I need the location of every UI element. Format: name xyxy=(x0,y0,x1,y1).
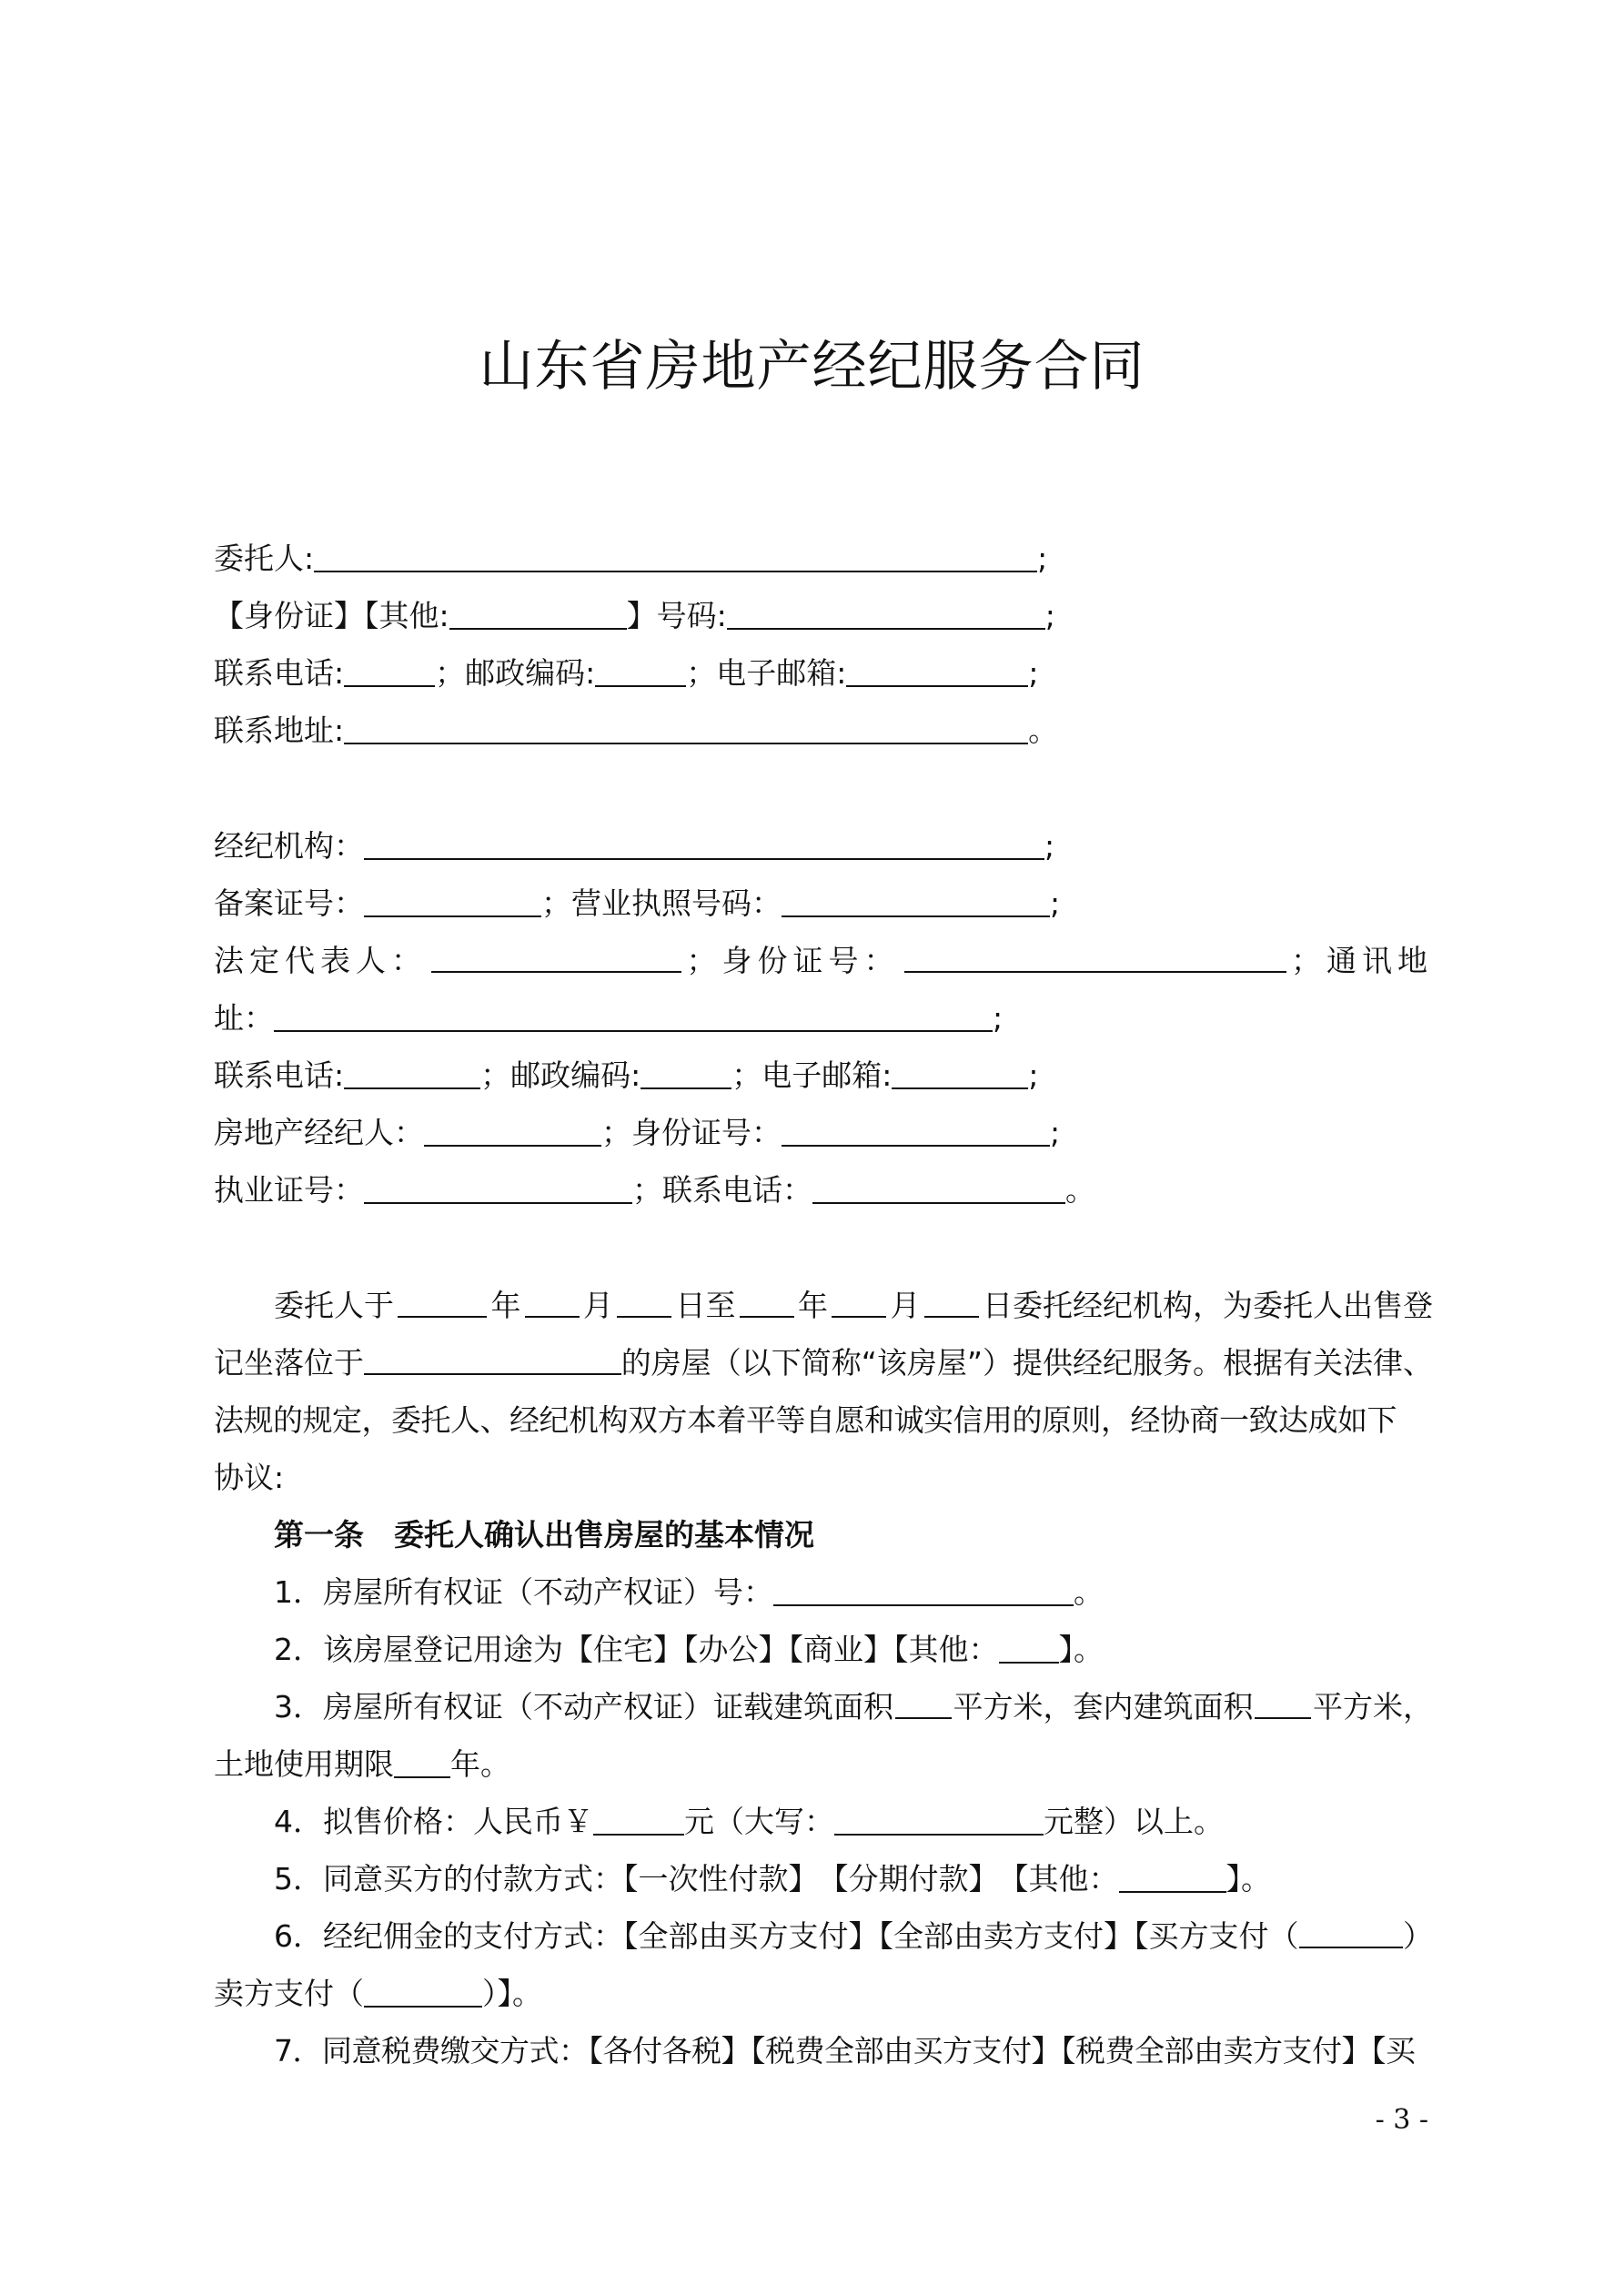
end-month-field[interactable] xyxy=(832,1285,886,1318)
article-1-item-7: 7．同意税费缴交方式：【各付各税】【税费全部由买方支付】【税费全部由卖方支付】【买 xyxy=(274,2033,1416,2068)
agent-id-field[interactable] xyxy=(782,1114,1050,1147)
client-name-field[interactable] xyxy=(314,540,1037,572)
end-year-field[interactable] xyxy=(740,1285,794,1318)
client-id-line: 【身份证】【其他: 】号码: ; xyxy=(214,598,1055,633)
intro-line-2: 记坐落位于 的房屋（以下简称“该房屋”）提供经纪服务。根据有关法律、 xyxy=(214,1342,1433,1384)
article-1-heading: 第一条 委托人确认出售房屋的基本情况 xyxy=(274,1517,814,1553)
page-number: - 3 - xyxy=(1375,2104,1428,2136)
start-year-field[interactable] xyxy=(398,1285,487,1318)
agency-name-field[interactable] xyxy=(364,827,1044,860)
client-address-line: 联系地址: 。 xyxy=(214,713,1059,748)
buyer-share-field[interactable] xyxy=(1299,1916,1404,1948)
agent-name-field[interactable] xyxy=(424,1114,601,1147)
end-day-field[interactable] xyxy=(924,1285,979,1318)
seller-share-field[interactable] xyxy=(364,1975,482,2008)
price-number-field[interactable] xyxy=(593,1803,684,1836)
agency-email-field[interactable] xyxy=(892,1057,1028,1089)
client-address-field[interactable] xyxy=(344,712,1028,744)
agency-license-field[interactable] xyxy=(782,885,1050,917)
article-1-item-3-cont: 土地使用期限 年。 xyxy=(214,1746,510,1782)
agent-line: 房地产经纪人： ；身份证号： ; xyxy=(214,1115,1061,1150)
article-1-item-6: 6．经纪佣金的支付方式：【全部由买方支付】【全部由卖方支付】【买方支付（ ） xyxy=(214,1916,1433,1957)
agency-name-line: 经纪机构： ; xyxy=(214,828,1055,864)
client-id-number-field[interactable] xyxy=(727,597,1045,630)
agency-phone-field[interactable] xyxy=(344,1057,480,1089)
inner-area-field[interactable] xyxy=(1255,1686,1311,1719)
agency-record-line: 备案证号： ；营业执照号码： ; xyxy=(214,885,1061,921)
agency-postcode-field[interactable] xyxy=(641,1057,731,1089)
contract-title: 山东省房地产经纪服务合同 xyxy=(479,335,1145,399)
agent-phone-field[interactable] xyxy=(812,1171,1065,1204)
article-1-item-2: 2．该房屋登记用途为【住宅】【办公】【商业】【其他： 】。 xyxy=(274,1632,1104,1667)
agency-record-field[interactable] xyxy=(364,885,541,917)
agency-rep-id-field[interactable] xyxy=(904,940,1286,973)
intro-line-3: 法规的规定，委托人、经纪机构双方本着平等自愿和诚实信用的原则，经协商一致达成如下 xyxy=(214,1402,1397,1438)
intro-line-1: 委托人于 年 月 日至 年 月 日委托经纪机构，为委托人出售登 xyxy=(214,1285,1433,1327)
usage-other-field[interactable] xyxy=(999,1631,1059,1664)
article-1-item-6-cont: 卖方支付（ ）】。 xyxy=(214,1976,542,2011)
agency-rep-field[interactable] xyxy=(431,940,681,973)
agency-address-field[interactable] xyxy=(274,999,993,1032)
article-1-item-1: 1．房屋所有权证（不动产权证）号： 。 xyxy=(274,1574,1104,1610)
agency-contact-line: 联系电话: ；邮政编码: ；电子邮箱: ; xyxy=(214,1057,1039,1093)
start-day-field[interactable] xyxy=(617,1285,671,1318)
client-phone-field[interactable] xyxy=(344,654,435,687)
building-area-field[interactable] xyxy=(895,1686,952,1719)
agent-practice-line: 执业证号： ；联系电话： 。 xyxy=(214,1172,1095,1208)
payment-other-field[interactable] xyxy=(1119,1860,1226,1893)
article-1-item-4: 4．拟售价格：人民币￥ 元（大写： 元整）以上。 xyxy=(274,1804,1224,1839)
client-name-line: 委托人: ; xyxy=(214,541,1048,576)
client-email-field[interactable] xyxy=(846,654,1028,687)
agent-practice-field[interactable] xyxy=(364,1171,632,1204)
agency-address-line: 址： ; xyxy=(214,1000,1004,1036)
intro-line-4: 协议: xyxy=(214,1460,285,1495)
property-location-field[interactable] xyxy=(364,1342,621,1375)
certificate-number-field[interactable] xyxy=(773,1573,1074,1606)
price-words-field[interactable] xyxy=(834,1803,1044,1836)
start-month-field[interactable] xyxy=(525,1285,580,1318)
client-postcode-field[interactable] xyxy=(595,654,686,687)
article-1-item-5: 5．同意买方的付款方式：【一次性付款】 【分期付款】 【其他： 】。 xyxy=(274,1861,1271,1896)
land-term-field[interactable] xyxy=(394,1745,450,1778)
client-contact-line: 联系电话: ；邮政编码: ；电子邮箱: ; xyxy=(214,655,1039,691)
client-id-type-field[interactable] xyxy=(449,597,627,630)
article-1-item-3: 3．房屋所有权证（不动产权证）证载建筑面积 平方米，套内建筑面积 平方米， xyxy=(214,1686,1433,1728)
agency-rep-line: 法定代表人： ；身份证号： ；通讯地 xyxy=(214,940,1433,982)
